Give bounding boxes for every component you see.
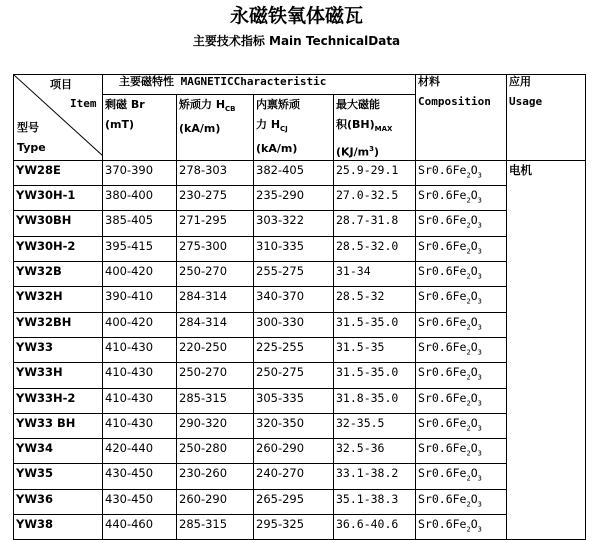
- page-subtitle: 主要技术指标 Main TechnicalData: [192, 34, 401, 48]
- cell-hcb: 275-300: [177, 236, 254, 261]
- cell-bh: 27.0-32.5: [334, 186, 416, 211]
- header-item-zh: 项目: [50, 78, 72, 91]
- spec-table: [13, 74, 586, 540]
- cell-bh: 33.1-38.2: [334, 464, 416, 489]
- cell-bh: 28.7-31.8: [334, 211, 416, 236]
- cell-br: 410-430: [103, 337, 177, 362]
- cell-hcb: 260-290: [177, 489, 254, 514]
- cell-hcb: 250-270: [177, 262, 254, 287]
- cell-br: 430-450: [103, 464, 177, 489]
- cell-br: 380-400: [103, 186, 177, 211]
- cell-type: YW32BH: [14, 312, 103, 337]
- cell-hcb: 250-270: [177, 363, 254, 388]
- cell-bh: 28.5-32: [334, 287, 416, 312]
- cell-type: YW33: [14, 337, 103, 362]
- cell-type: YW33H-2: [14, 388, 103, 413]
- cell-composition: $Sr0.6Fe_2O_3$: [416, 439, 507, 464]
- cell-type: YW36: [14, 489, 103, 514]
- table-row: [14, 515, 586, 540]
- cell-type: YW30BH: [14, 211, 103, 236]
- table-row: [14, 413, 586, 438]
- cell-br: 390-410: [103, 287, 177, 312]
- cell-bh: 28.5-32.0: [334, 236, 416, 261]
- cell-composition: $Sr0.6Fe_2O_3$: [416, 363, 507, 388]
- cell-bh: 31-34: [334, 262, 416, 287]
- cell-hcj: 255-275: [254, 262, 334, 287]
- cell-type: YW38: [14, 515, 103, 540]
- table-row: [14, 363, 586, 388]
- cell-hcj: 225-255: [254, 337, 334, 362]
- cell-hcj: 320-350: [254, 413, 334, 438]
- diagonal-header-cell: [14, 75, 103, 161]
- cell-type: YW34: [14, 439, 103, 464]
- table-row: [14, 262, 586, 287]
- header-bh: 最大磁能 积$(BH)_{MAX}$ $(KJ/m^3)$: [334, 95, 416, 161]
- cell-br: 410-430: [103, 413, 177, 438]
- cell-bh: 31.5-35.0: [334, 363, 416, 388]
- cell-composition: $Sr0.6Fe_2O_3$: [416, 489, 507, 514]
- cell-hcj: 250-275: [254, 363, 334, 388]
- table-row: [14, 312, 586, 337]
- cell-hcj: 260-290: [254, 439, 334, 464]
- cell-composition: $Sr0.6Fe_2O_3$: [416, 337, 507, 362]
- cell-composition: $Sr0.6Fe_2O_3$: [416, 236, 507, 261]
- page-title: 永磁铁氧体磁瓦: [229, 5, 363, 27]
- cell-br: 410-430: [103, 363, 177, 388]
- cell-hcj: 235-290: [254, 186, 334, 211]
- cell-hcj: 340-370: [254, 287, 334, 312]
- cell-composition: $Sr0.6Fe_2O_3$: [416, 160, 507, 185]
- cell-hcj: 382-405: [254, 160, 334, 185]
- header-material: 材料 Composition: [416, 75, 507, 161]
- cell-br: 400-420: [103, 262, 177, 287]
- header-type-en: Type: [17, 141, 46, 154]
- table-row: [14, 388, 586, 413]
- cell-hcb: 284-314: [177, 287, 254, 312]
- cell-hcb: 284-314: [177, 312, 254, 337]
- cell-composition: $Sr0.6Fe_2O_3$: [416, 413, 507, 438]
- cell-hcb: 230-275: [177, 186, 254, 211]
- table-row: [14, 160, 586, 185]
- cell-hcb: 250-280: [177, 439, 254, 464]
- header-hcj: 内禀矫顽 力 $H_{CJ}$ (kA/m): [254, 95, 334, 161]
- table-row: [14, 186, 586, 211]
- cell-bh: 31.5-35.0: [334, 312, 416, 337]
- cell-br: 440-460: [103, 515, 177, 540]
- cell-bh: 35.1-38.3: [334, 489, 416, 514]
- cell-type: YW33 BH: [14, 413, 103, 438]
- table-row: [14, 287, 586, 312]
- cell-composition: $Sr0.6Fe_2O_3$: [416, 211, 507, 236]
- cell-type: YW28E: [14, 160, 103, 185]
- cell-type: YW32B: [14, 262, 103, 287]
- cell-hcb: 285-315: [177, 515, 254, 540]
- cell-hcj: 240-270: [254, 464, 334, 489]
- table-row: [14, 489, 586, 514]
- cell-bh: 31.8-35.0: [334, 388, 416, 413]
- cell-type: YW35: [14, 464, 103, 489]
- cell-bh: 32.5-36: [334, 439, 416, 464]
- header-br: 剩磁 Br (mT): [103, 95, 177, 161]
- table-row: [14, 337, 586, 362]
- cell-br: 395-415: [103, 236, 177, 261]
- cell-bh: 31.5-35: [334, 337, 416, 362]
- table-row: [14, 439, 586, 464]
- cell-hcj: 305-335: [254, 388, 334, 413]
- cell-type: YW30H-2: [14, 236, 103, 261]
- cell-hcj: 303-322: [254, 211, 334, 236]
- cell-br: 410-430: [103, 388, 177, 413]
- cell-br: 420-440: [103, 439, 177, 464]
- cell-composition: $Sr0.6Fe_2O_3$: [416, 388, 507, 413]
- header-usage: 应用 Usage: [507, 75, 586, 161]
- cell-composition: $Sr0.6Fe_2O_3$: [416, 464, 507, 489]
- cell-hcb: 220-250: [177, 337, 254, 362]
- cell-hcj: 295-325: [254, 515, 334, 540]
- header-hcb: 矫顽力 $H_{CB}$ (kA/m): [177, 95, 254, 161]
- cell-composition: $Sr0.6Fe_2O_3$: [416, 186, 507, 211]
- cell-usage: 电机: [507, 160, 586, 539]
- cell-bh: 32-35.5: [334, 413, 416, 438]
- cell-type: YW33H: [14, 363, 103, 388]
- cell-hcb: 230-260: [177, 464, 254, 489]
- cell-br: 430-450: [103, 489, 177, 514]
- header-type-zh: 型号: [17, 121, 39, 134]
- cell-hcb: 285-315: [177, 388, 254, 413]
- header-row-1: [14, 75, 586, 95]
- cell-hcb: 271-295: [177, 211, 254, 236]
- cell-br: 370-390: [103, 160, 177, 185]
- header-magnetic-group: 主要磁特性 MAGNETICCharacteristic: [103, 75, 416, 95]
- cell-hcb: 278-303: [177, 160, 254, 185]
- cell-br: 385-405: [103, 211, 177, 236]
- cell-hcb: 290-320: [177, 413, 254, 438]
- cell-type: YW30H-1: [14, 186, 103, 211]
- cell-bh: 36.6-40.6: [334, 515, 416, 540]
- cell-composition: $Sr0.6Fe_2O_3$: [416, 287, 507, 312]
- cell-hcj: 265-295: [254, 489, 334, 514]
- cell-bh: 25.9-29.1: [334, 160, 416, 185]
- table-row: [14, 236, 586, 261]
- table-row: [14, 211, 586, 236]
- table-row: [14, 464, 586, 489]
- cell-hcj: 300-330: [254, 312, 334, 337]
- cell-composition: $Sr0.6Fe_2O_3$: [416, 262, 507, 287]
- cell-type: YW32H: [14, 287, 103, 312]
- header-item-en: Item: [70, 97, 97, 110]
- cell-hcj: 310-335: [254, 236, 334, 261]
- cell-composition: $Sr0.6Fe_2O_3$: [416, 515, 507, 540]
- cell-br: 400-420: [103, 312, 177, 337]
- cell-composition: $Sr0.6Fe_2O_3$: [416, 312, 507, 337]
